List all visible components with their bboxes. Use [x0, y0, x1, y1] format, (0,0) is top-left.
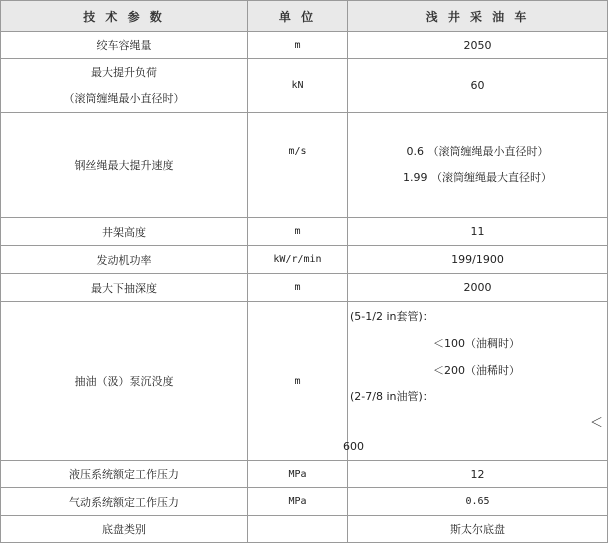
value-cell: 12 [348, 461, 608, 488]
table-header-row [1, 1, 608, 32]
table-row [1, 488, 608, 516]
value-cell: 2000 [348, 274, 608, 302]
unit-cell: kW/r/min [248, 246, 348, 274]
value-line: (2-7/8 in油管)： [350, 390, 434, 403]
param-cell [1, 59, 248, 113]
unit-text: m/s [288, 146, 307, 157]
unit-cell [248, 516, 348, 543]
unit-cell: m [248, 218, 348, 246]
unit-cell: m [248, 302, 348, 461]
value-line: ＜ [589, 416, 603, 431]
param-cell: 绞车容绳量 [1, 32, 248, 59]
value-line: ＜200（油稀时） [433, 364, 520, 377]
unit-cell: MPa [248, 461, 348, 488]
value-line: ＜100（油稠时） [433, 337, 520, 350]
unit-cell: kN [248, 59, 348, 113]
table-row [1, 516, 608, 543]
table-row [1, 59, 608, 113]
header-unit: 单 位 [248, 1, 348, 32]
param-cell: 底盘类别 [1, 516, 248, 543]
param-line: 最大提升负荷 [91, 65, 157, 79]
value-cell: 斯太尔底盘 [348, 516, 608, 543]
table-row [1, 274, 608, 302]
header-technical-parameter: 技 术 参 数 [1, 1, 248, 32]
param-cell: 最大下抽深度 [1, 274, 248, 302]
value-cell: 60 [348, 59, 608, 113]
unit-cell: MPa [248, 488, 348, 516]
table-row [1, 461, 608, 488]
table-row [1, 302, 608, 461]
value-cell [343, 302, 608, 461]
unit-cell: m [248, 32, 348, 59]
table-row [1, 32, 608, 59]
param-cell: 钢丝绳最大提升速度 [1, 113, 248, 218]
unit-cell: m [248, 274, 348, 302]
value-line: 0.6 （滚筒缠绳最小直径时） [406, 145, 549, 158]
value-line: (5-1/2 in套管)： [350, 310, 434, 323]
value-cell: 0.65 [348, 488, 608, 516]
value-line: 1.99 （滚筒缠绳最大直径时） [403, 171, 552, 184]
param-cell: 液压系统额定工作压力 [1, 461, 248, 488]
value-line: 600 [343, 440, 364, 453]
table-row [1, 113, 608, 218]
table-row [1, 218, 608, 246]
value-cell: 199/1900 [348, 246, 608, 274]
param-cell: 发动机功率 [1, 246, 248, 274]
param-cell: 气动系统额定工作压力 [1, 488, 248, 516]
param-cell: 抽油（汲）泵沉没度 [1, 302, 248, 461]
param-line: （滚筒缠绳最小直径时） [63, 91, 185, 105]
value-cell [348, 113, 608, 218]
value-cell: 2050 [348, 32, 608, 59]
header-shallow-well-truck: 浅 井 采 油 车 [348, 1, 608, 32]
unit-cell [248, 113, 348, 218]
param-cell: 井架高度 [1, 218, 248, 246]
value-cell: 11 [348, 218, 608, 246]
table-row [1, 246, 608, 274]
